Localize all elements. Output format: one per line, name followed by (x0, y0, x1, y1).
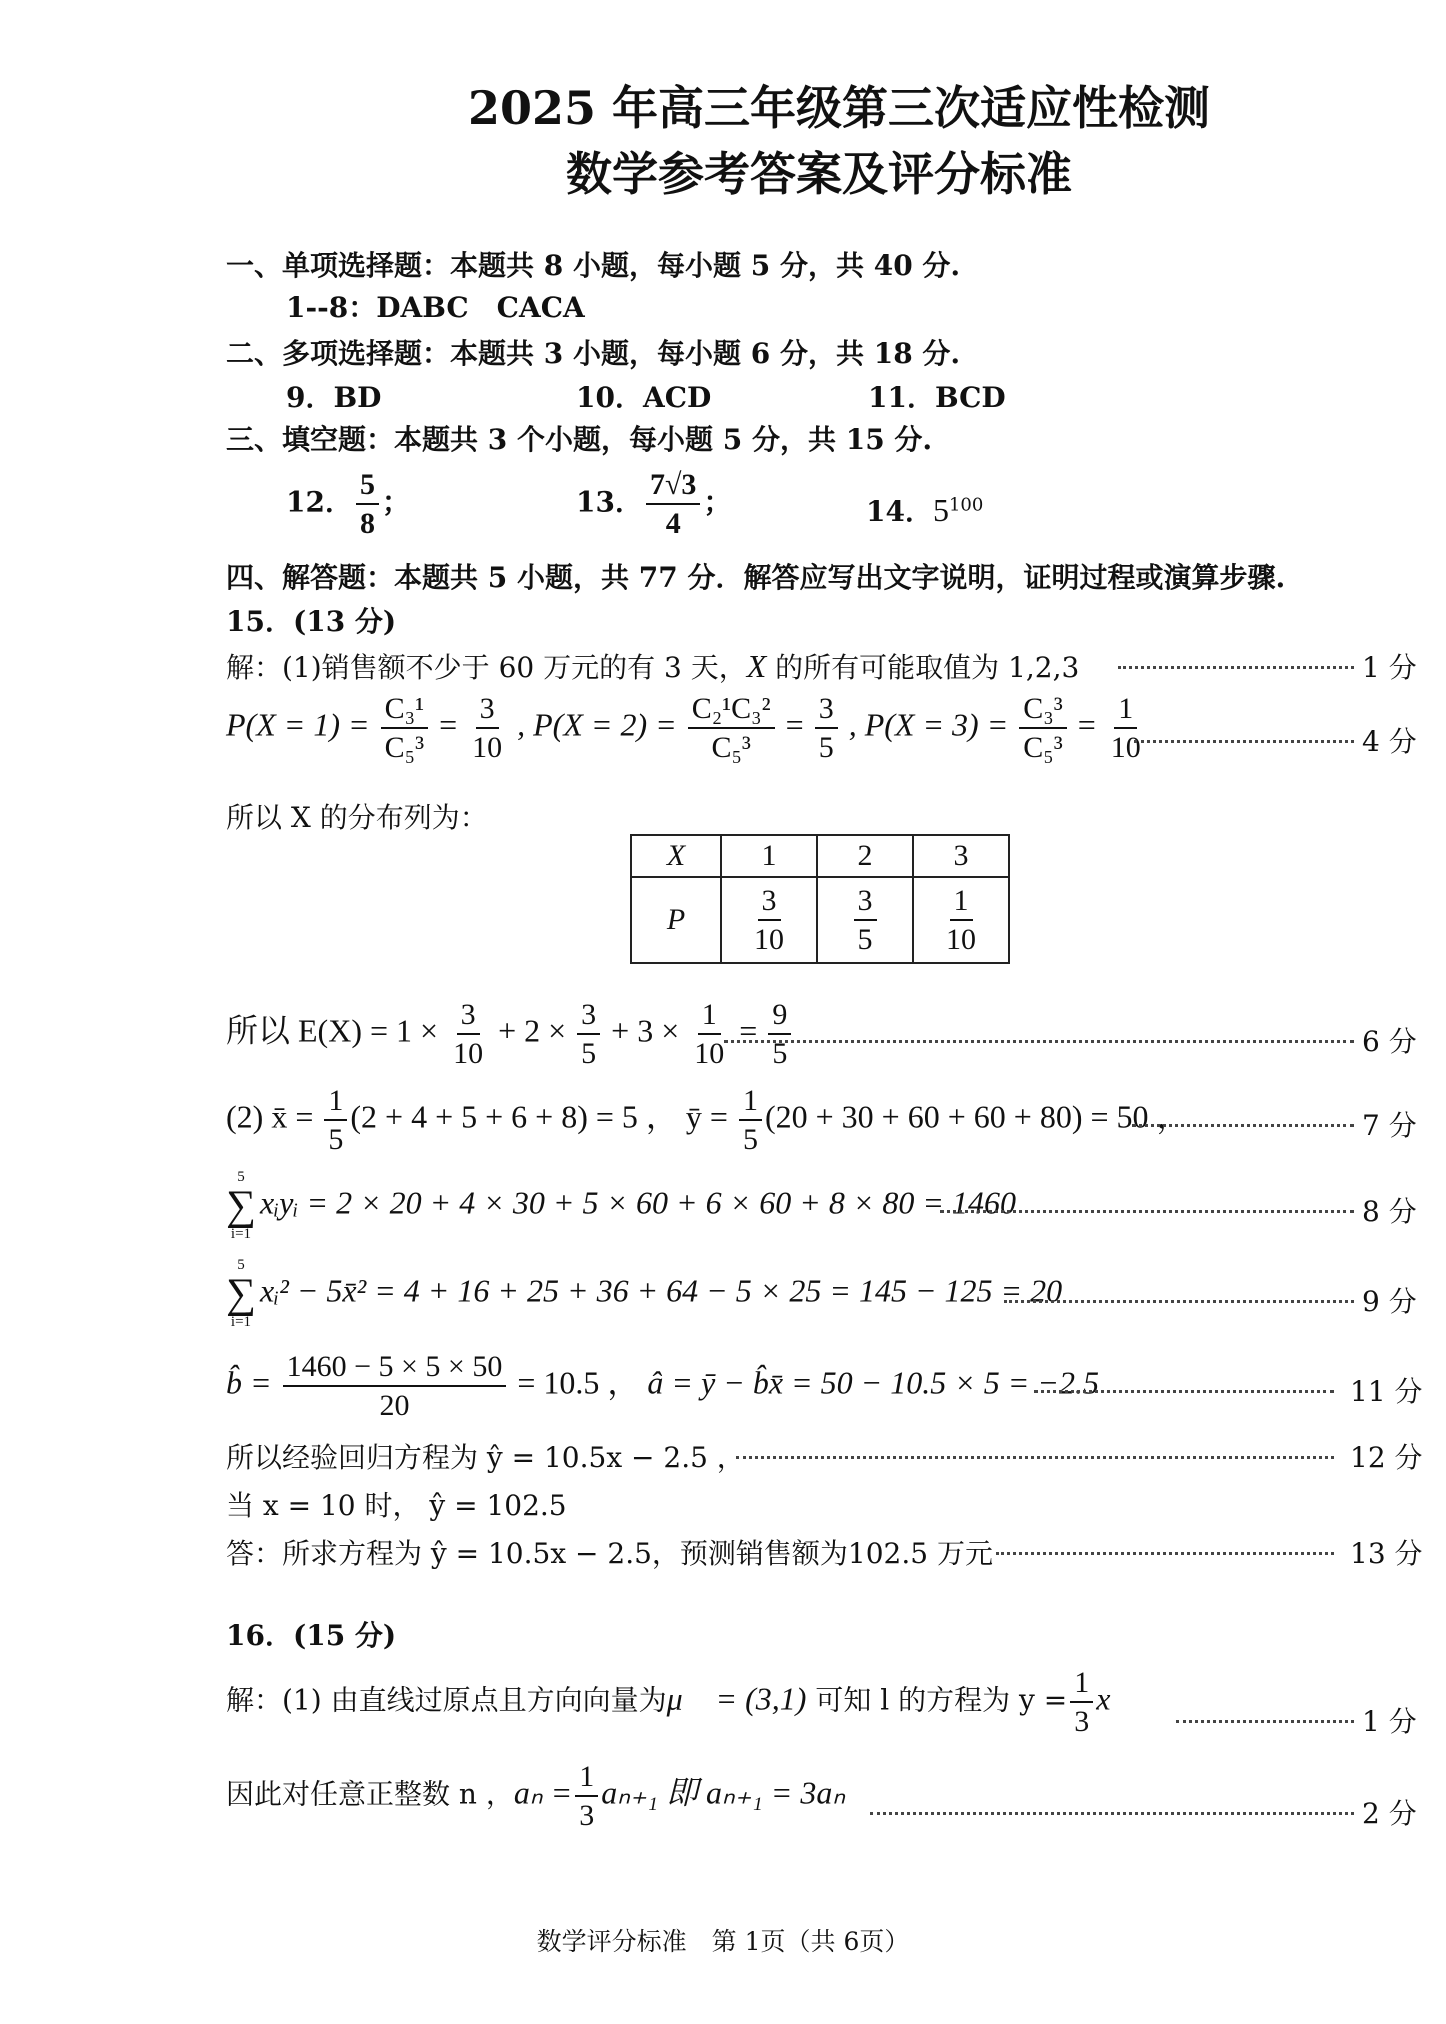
section3-heading: 三、填空题：本题共 3 个小题，每小题 5 分，共 15 分. (226, 423, 933, 456)
table-row: P $\frac{3}{10}$ $\frac{3}{5}$ $\frac{1}{10}$ (631, 877, 1009, 963)
score-mark: 4 分 (1362, 725, 1417, 758)
fraction: $\frac{1}{3}$ (1070, 1666, 1093, 1738)
leader-dots (940, 1210, 1354, 1213)
answer-13: 13． $\frac{7√3}{4}$ ； (576, 468, 732, 540)
answer-12: 12． $\frac{5}{8}$ ； (286, 468, 410, 540)
section2-heading: 二、多项选择题：本题共 3 小题，每小题 6 分，共 18 分. (226, 337, 961, 370)
q15-regression: 所以经验回归方程为 ŷ = 10.5x − 2.5 ， (226, 1441, 745, 1474)
q15-sum-xy: 5 ∑ i=1 xᵢyᵢ = 2 × 20 + 4 × 30 + 5 × 60 + 6 × 60 + 8 × 80 = 1460 (226, 1169, 1017, 1242)
answer-14: 14．$5^{100}$ (866, 492, 984, 528)
q15-line3: 所以 X 的分布列为： (226, 801, 488, 834)
leader-dots (996, 1552, 1334, 1555)
fraction: $\frac{3}{5}$ (854, 884, 877, 956)
fraction: $\frac{3}{5}$ (815, 692, 838, 764)
score-mark: 2 分 (1362, 1797, 1417, 1830)
section2-answer-10: 10．ACD (576, 381, 712, 414)
section2-answer-9: 9．BD (286, 381, 382, 414)
fraction: $\frac{1}{3}$ (575, 1760, 598, 1832)
q15-coefficients: b̂ = $\frac{1460 - 5 \times 5 \times 50}{20}$ = 10.5 ， â = ȳ − b̂x̄ = 50 − 10.5 × 5 = −2.5 (226, 1350, 1099, 1422)
section2-answer-11: 11．BCD (868, 381, 1006, 414)
leader-dots (870, 1812, 1354, 1815)
fraction: $\frac{3}{5}$ (577, 998, 600, 1070)
fraction: $\frac{1}{5}$ (739, 1084, 762, 1156)
q15-probabilities: P(X = 1) = $\frac{\text{C₃¹}}{\text{C₅³}}$ = $\frac{3}{10}$ , P(X = 2) = $\frac{\text{C₂¹C₃²}}{\text{C₅³}}$ = $\frac{3}{5}$ , P(X = 3) = $\frac{\text{C₃³}}{\text{C₅³}}$ = $\frac{1}{10}$ (226, 692, 1148, 764)
fraction: $\frac{1}{5}$ (324, 1084, 347, 1156)
fraction: $\frac{\text{C₃³}}{\text{C₅³}}$ (1019, 692, 1066, 764)
q16-line2: 因此对任意正整数 n ，aₙ = $\frac{1}{3}$ aₙ₊₁ 即 aₙ₊₁ = 3aₙ (226, 1760, 846, 1832)
sigma-sum: 5 ∑ i=1 (226, 1169, 256, 1242)
leader-dots (1132, 1124, 1354, 1127)
fraction: $\frac{1}{10}$ (1110, 692, 1141, 764)
q15-answer: 答：所求方程为 ŷ = 10.5x − 2.5，预测销售额为102.5 万元 (226, 1537, 993, 1570)
fraction: $\frac{3}{10}$ (453, 998, 484, 1070)
q15-means: (2) x̄ = $\frac{1}{5}$ (2 + 4 + 5 + 6 + 8) = 5 ， ȳ = $\frac{1}{5}$ (20 + 30 + 60 + 60 + 80) = 50 ， (226, 1084, 1189, 1156)
score-mark: 1 分 (1362, 651, 1417, 684)
leader-dots (1118, 666, 1354, 669)
fraction: $\frac{7√3}{4}$ (646, 468, 700, 540)
q15-prediction: 当 x = 10 时， ŷ = 102.5 (226, 1489, 567, 1522)
score-mark: 12 分 (1350, 1441, 1423, 1474)
score-mark: 7 分 (1362, 1109, 1417, 1142)
leader-dots (1004, 1300, 1354, 1303)
section1-heading: 一、单项选择题：本题共 8 小题，每小题 5 分，共 40 分. (226, 249, 961, 282)
score-mark: 8 分 (1362, 1195, 1417, 1228)
fraction: $\frac{9}{5}$ (768, 998, 791, 1070)
leader-dots (724, 1040, 1354, 1043)
fraction: $\frac{5}{8}$ (356, 468, 379, 540)
score-mark: 11 分 (1350, 1375, 1423, 1408)
q15-line1: 解：(1)销售额不少于 60 万元的有 3 天，X 的所有可能取值为 1,2,3 (226, 648, 1080, 684)
fraction: $\frac{\text{C₃¹}}{\text{C₅³}}$ (381, 692, 428, 764)
leader-dots (736, 1456, 1334, 1459)
q15-sum-x2: 5 ∑ i=1 xᵢ² − 5x̄² = 4 + 16 + 25 + 36 + 64 − 5 × 25 = 145 − 125 = 20 (226, 1257, 1063, 1330)
q15-header: 15．(13 分) (226, 605, 397, 638)
sigma-sum: 5 ∑ i=1 (226, 1257, 256, 1330)
leader-dots (1034, 1390, 1334, 1393)
fraction: $\frac{\text{C₂¹C₃²}}{\text{C₅³}}$ (688, 692, 775, 764)
fraction: $\frac{1}{10}$ (694, 998, 725, 1070)
q15-expectation: 所以 E(X) = 1 × $\frac{3}{10}$ + 2 × $\frac{3}{5}$ + 3 × $\frac{1}{10}$ = $\frac{9}{5}$ (226, 998, 794, 1070)
fraction: $\frac{1}{10}$ (946, 884, 976, 956)
page-footer: 数学评分标准 第 1页（共 6页） (536, 1927, 910, 1956)
fraction: $\frac{3}{10}$ (472, 692, 503, 764)
score-mark: 6 分 (1362, 1025, 1417, 1058)
leader-dots (1176, 1720, 1354, 1723)
score-mark: 1 分 (1362, 1705, 1417, 1738)
score-mark: 13 分 (1350, 1537, 1423, 1570)
fraction: $\frac{1460 - 5 \times 5 \times 50}{20}$ (283, 1350, 507, 1422)
fraction: $\frac{3}{10}$ (754, 884, 784, 956)
leader-dots (1134, 740, 1354, 743)
score-mark: 9 分 (1362, 1285, 1417, 1318)
distribution-table (630, 834, 1010, 964)
q16-header: 16．(15 分) (226, 1619, 397, 1652)
section4-heading: 四、解答题：本题共 5 小题，共 77 分．解答应写出文字说明，证明过程或演算步骤. (226, 561, 1286, 594)
section1-answers: 1--8：DABC CACA (286, 291, 585, 324)
table-row: X 1 2 3 (631, 835, 1009, 877)
q16-line1: 解：(1) 由直线过原点且方向向量为μ⃗ = (3,1) 可知 l 的方程为 y = $\frac{1}{3}$ x (226, 1666, 1111, 1738)
